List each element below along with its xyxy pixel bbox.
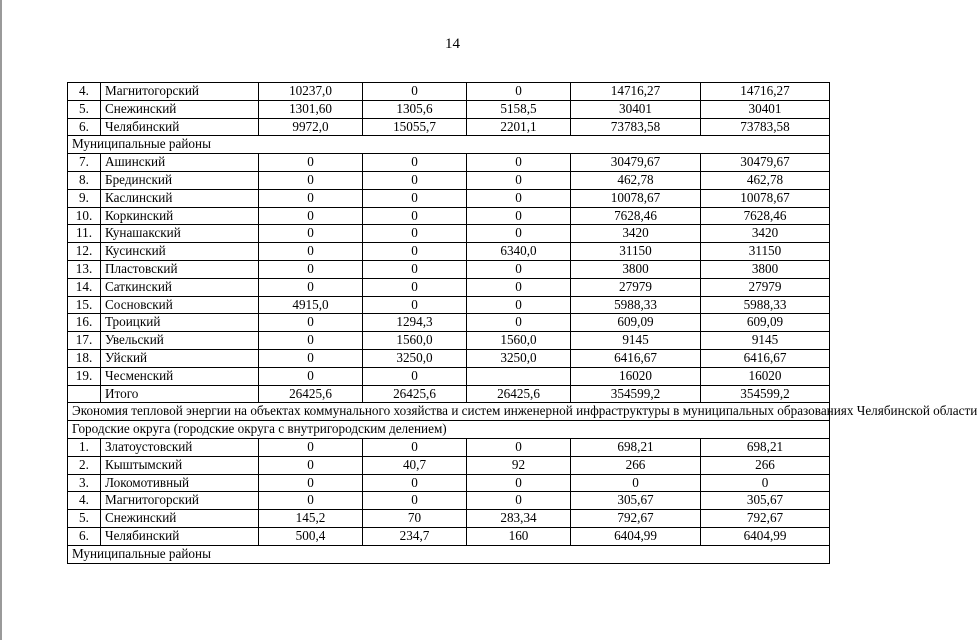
row-number: 19. bbox=[68, 367, 101, 385]
row-number: 6. bbox=[68, 118, 101, 136]
row-value-4: 698,21 bbox=[571, 438, 701, 456]
row-value-3: 0 bbox=[467, 225, 571, 243]
table-row bbox=[68, 260, 830, 278]
row-value-3: 0 bbox=[467, 438, 571, 456]
row-value-3: 283,34 bbox=[467, 510, 571, 528]
row-value-4: 14716,27 bbox=[571, 83, 701, 101]
row-value-2: 234,7 bbox=[363, 527, 467, 545]
table-row bbox=[68, 296, 830, 314]
row-value-5: 9145 bbox=[701, 332, 830, 350]
row-value-5: 27979 bbox=[701, 278, 830, 296]
section-title: Муниципальные районы bbox=[68, 545, 830, 563]
row-number: 12. bbox=[68, 243, 101, 261]
row-value-4: 305,67 bbox=[571, 492, 701, 510]
row-number: 13. bbox=[68, 260, 101, 278]
row-value-2: 0 bbox=[363, 189, 467, 207]
row-value-3: 92 bbox=[467, 456, 571, 474]
row-name: Снежинский bbox=[101, 100, 259, 118]
row-value-1: 0 bbox=[259, 171, 363, 189]
row-number: 4. bbox=[68, 83, 101, 101]
row-value-3: 0 bbox=[467, 189, 571, 207]
row-value-4: 3800 bbox=[571, 260, 701, 278]
row-value-2: 0 bbox=[363, 296, 467, 314]
row-value-5: 31150 bbox=[701, 243, 830, 261]
row-value-5: 30401 bbox=[701, 100, 830, 118]
row-value-2: 1560,0 bbox=[363, 332, 467, 350]
row-value-2: 70 bbox=[363, 510, 467, 528]
section-title: Муниципальные районы bbox=[68, 136, 830, 154]
row-number bbox=[68, 385, 101, 403]
row-value-1: 9972,0 bbox=[259, 118, 363, 136]
row-value-4: 354599,2 bbox=[571, 385, 701, 403]
row-value-2: 0 bbox=[363, 474, 467, 492]
row-number: 1. bbox=[68, 438, 101, 456]
row-value-5: 354599,2 bbox=[701, 385, 830, 403]
section-row bbox=[68, 421, 830, 439]
section-row bbox=[68, 545, 830, 563]
row-value-4: 0 bbox=[571, 474, 701, 492]
row-number: 2. bbox=[68, 456, 101, 474]
row-value-1: 0 bbox=[259, 367, 363, 385]
row-number: 16. bbox=[68, 314, 101, 332]
row-value-5: 305,67 bbox=[701, 492, 830, 510]
row-value-3: 0 bbox=[467, 492, 571, 510]
row-value-2: 15055,7 bbox=[363, 118, 467, 136]
row-value-4: 16020 bbox=[571, 367, 701, 385]
table-row bbox=[68, 474, 830, 492]
row-value-1: 0 bbox=[259, 225, 363, 243]
table-row bbox=[68, 456, 830, 474]
row-value-2: 0 bbox=[363, 492, 467, 510]
row-value-3: 3250,0 bbox=[467, 349, 571, 367]
row-value-1: 0 bbox=[259, 456, 363, 474]
row-number: 9. bbox=[68, 189, 101, 207]
row-value-4: 10078,67 bbox=[571, 189, 701, 207]
row-value-1: 0 bbox=[259, 278, 363, 296]
table-row bbox=[68, 83, 830, 101]
row-value-5: 14716,27 bbox=[701, 83, 830, 101]
row-value-3: 0 bbox=[467, 154, 571, 172]
row-number: 10. bbox=[68, 207, 101, 225]
row-value-5: 6404,99 bbox=[701, 527, 830, 545]
row-value-1: 0 bbox=[259, 349, 363, 367]
table-row bbox=[68, 207, 830, 225]
row-number: 18. bbox=[68, 349, 101, 367]
row-number: 11. bbox=[68, 225, 101, 243]
row-value-1: 0 bbox=[259, 474, 363, 492]
row-value-5: 792,67 bbox=[701, 510, 830, 528]
row-name: Челябинский bbox=[101, 118, 259, 136]
row-value-4: 609,09 bbox=[571, 314, 701, 332]
row-value-4: 7628,46 bbox=[571, 207, 701, 225]
row-value-5: 5988,33 bbox=[701, 296, 830, 314]
row-value-4: 73783,58 bbox=[571, 118, 701, 136]
table-body bbox=[68, 83, 977, 564]
row-name: Чесменский bbox=[101, 367, 259, 385]
row-name: Троицкий bbox=[101, 314, 259, 332]
row-value-5: 73783,58 bbox=[701, 118, 830, 136]
row-value-2: 0 bbox=[363, 278, 467, 296]
table-row bbox=[68, 118, 830, 136]
table-row bbox=[68, 225, 830, 243]
row-name: Челябинский bbox=[101, 527, 259, 545]
table-row bbox=[68, 171, 830, 189]
row-value-4: 9145 bbox=[571, 332, 701, 350]
row-value-1: 1301,60 bbox=[259, 100, 363, 118]
row-number: 8. bbox=[68, 171, 101, 189]
section-heading: Экономия тепловой энергии на объектах коммунального хозяйства и систем инженерной инфраструктуры в муниципальных образованиях Челябинской области bbox=[68, 403, 830, 421]
row-value-3: 0 bbox=[467, 260, 571, 278]
row-value-4: 30401 bbox=[571, 100, 701, 118]
table-row bbox=[68, 510, 830, 528]
row-value-4: 5988,33 bbox=[571, 296, 701, 314]
row-value-2: 1294,3 bbox=[363, 314, 467, 332]
row-number: 5. bbox=[68, 100, 101, 118]
row-number: 15. bbox=[68, 296, 101, 314]
row-value-2: 26425,6 bbox=[363, 385, 467, 403]
table-row bbox=[68, 367, 830, 385]
table-row bbox=[68, 385, 830, 403]
row-name: Коркинский bbox=[101, 207, 259, 225]
row-value-1: 0 bbox=[259, 492, 363, 510]
row-value-5: 266 bbox=[701, 456, 830, 474]
row-value-4: 792,67 bbox=[571, 510, 701, 528]
row-value-3: 0 bbox=[467, 278, 571, 296]
section-row bbox=[68, 136, 830, 154]
table-row bbox=[68, 527, 830, 545]
row-name: Кусинский bbox=[101, 243, 259, 261]
row-name: Пластовский bbox=[101, 260, 259, 278]
row-value-3: 26425,6 bbox=[467, 385, 571, 403]
row-name: Брединский bbox=[101, 171, 259, 189]
row-value-1: 0 bbox=[259, 260, 363, 278]
row-value-3 bbox=[467, 367, 571, 385]
row-name: Кыштымский bbox=[101, 456, 259, 474]
row-name: Уйский bbox=[101, 349, 259, 367]
row-value-2: 0 bbox=[363, 260, 467, 278]
row-value-4: 27979 bbox=[571, 278, 701, 296]
row-number: 5. bbox=[68, 510, 101, 528]
row-value-4: 462,78 bbox=[571, 171, 701, 189]
row-number: 17. bbox=[68, 332, 101, 350]
row-value-5: 3800 bbox=[701, 260, 830, 278]
row-name: Ашинский bbox=[101, 154, 259, 172]
row-value-1: 0 bbox=[259, 243, 363, 261]
row-name: Каслинский bbox=[101, 189, 259, 207]
row-value-1: 4915,0 bbox=[259, 296, 363, 314]
row-value-1: 26425,6 bbox=[259, 385, 363, 403]
section-title: Городские округа (городские округа с внутригородским делением) bbox=[68, 421, 830, 439]
row-value-2: 0 bbox=[363, 154, 467, 172]
row-value-5: 30479,67 bbox=[701, 154, 830, 172]
row-value-2: 0 bbox=[363, 171, 467, 189]
row-value-1: 0 bbox=[259, 332, 363, 350]
table-row bbox=[68, 189, 830, 207]
row-value-2: 0 bbox=[363, 83, 467, 101]
row-name: Магнитогорский bbox=[101, 83, 259, 101]
table-row bbox=[68, 438, 830, 456]
row-value-3: 0 bbox=[467, 207, 571, 225]
row-number: 7. bbox=[68, 154, 101, 172]
row-number: 3. bbox=[68, 474, 101, 492]
row-value-3: 0 bbox=[467, 314, 571, 332]
row-value-1: 500,4 bbox=[259, 527, 363, 545]
row-value-1: 0 bbox=[259, 438, 363, 456]
row-value-1: 0 bbox=[259, 154, 363, 172]
row-name: Магнитогорский bbox=[101, 492, 259, 510]
row-value-3: 0 bbox=[467, 296, 571, 314]
row-name: Сосновский bbox=[101, 296, 259, 314]
row-name: Локомотивный bbox=[101, 474, 259, 492]
page-left-edge bbox=[0, 0, 2, 640]
table-row bbox=[68, 492, 830, 510]
row-value-1: 10237,0 bbox=[259, 83, 363, 101]
row-value-5: 462,78 bbox=[701, 171, 830, 189]
row-number: 14. bbox=[68, 278, 101, 296]
row-number: 4. bbox=[68, 492, 101, 510]
row-name: Итого bbox=[101, 385, 259, 403]
table-row bbox=[68, 278, 830, 296]
page-number: 14 bbox=[445, 36, 460, 52]
row-value-5: 698,21 bbox=[701, 438, 830, 456]
row-value-3: 160 bbox=[467, 527, 571, 545]
row-value-5: 16020 bbox=[701, 367, 830, 385]
row-value-3: 0 bbox=[467, 474, 571, 492]
row-value-5: 6416,67 bbox=[701, 349, 830, 367]
table-row bbox=[68, 314, 830, 332]
row-value-4: 3420 bbox=[571, 225, 701, 243]
row-value-4: 6416,67 bbox=[571, 349, 701, 367]
table-row bbox=[68, 154, 830, 172]
row-value-4: 31150 bbox=[571, 243, 701, 261]
row-name: Увельский bbox=[101, 332, 259, 350]
row-name: Саткинский bbox=[101, 278, 259, 296]
row-value-1: 0 bbox=[259, 207, 363, 225]
row-value-3: 5158,5 bbox=[467, 100, 571, 118]
row-value-2: 0 bbox=[363, 438, 467, 456]
row-value-2: 0 bbox=[363, 367, 467, 385]
row-value-5: 7628,46 bbox=[701, 207, 830, 225]
row-value-2: 40,7 bbox=[363, 456, 467, 474]
table-row bbox=[68, 243, 830, 261]
row-value-2: 0 bbox=[363, 243, 467, 261]
data-table bbox=[67, 82, 977, 564]
row-value-2: 0 bbox=[363, 207, 467, 225]
row-name: Кунашакский bbox=[101, 225, 259, 243]
row-value-4: 266 bbox=[571, 456, 701, 474]
table-row bbox=[68, 349, 830, 367]
row-value-4: 6404,99 bbox=[571, 527, 701, 545]
row-value-2: 0 bbox=[363, 225, 467, 243]
row-name: Златоустовский bbox=[101, 438, 259, 456]
row-number: 6. bbox=[68, 527, 101, 545]
table-row bbox=[68, 100, 830, 118]
row-value-2: 3250,0 bbox=[363, 349, 467, 367]
row-value-3: 1560,0 bbox=[467, 332, 571, 350]
heading-row bbox=[68, 403, 830, 421]
row-value-5: 10078,67 bbox=[701, 189, 830, 207]
row-value-1: 145,2 bbox=[259, 510, 363, 528]
row-value-3: 0 bbox=[467, 83, 571, 101]
row-value-1: 0 bbox=[259, 314, 363, 332]
row-value-3: 6340,0 bbox=[467, 243, 571, 261]
row-name: Снежинский bbox=[101, 510, 259, 528]
row-value-2: 1305,6 bbox=[363, 100, 467, 118]
row-value-5: 3420 bbox=[701, 225, 830, 243]
row-value-5: 0 bbox=[701, 474, 830, 492]
table-row bbox=[68, 332, 830, 350]
row-value-3: 2201,1 bbox=[467, 118, 571, 136]
row-value-4: 30479,67 bbox=[571, 154, 701, 172]
row-value-3: 0 bbox=[467, 171, 571, 189]
row-value-1: 0 bbox=[259, 189, 363, 207]
row-value-5: 609,09 bbox=[701, 314, 830, 332]
